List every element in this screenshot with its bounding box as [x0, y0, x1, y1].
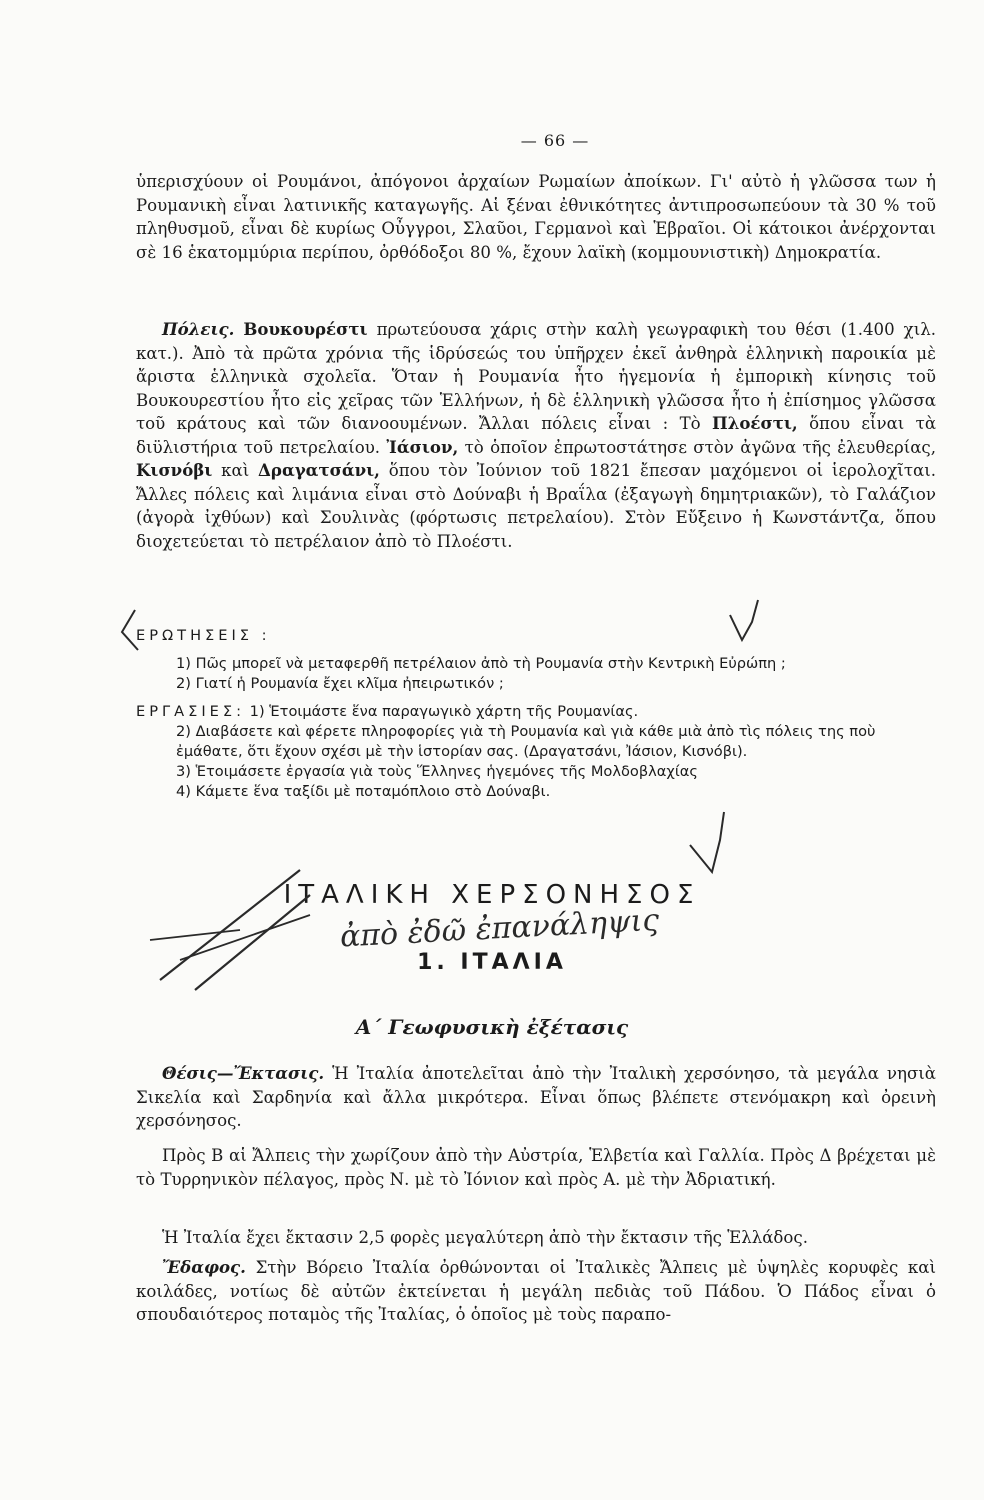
task-4: 4) Κάμετε ἕνα ταξίδι μὲ ποταμόπλοιο στὸ Δούναβι. — [176, 783, 551, 800]
terrain-text: Στὴν Βόρειο Ἰταλία ὀρθώνονται οἱ Ἰταλικὲς Ἄλπεις μὲ ὑψηλὲς κορυφὲς καὶ κοιλάδες, νοτίως δὲ αὐτῶν ἐκτείνεται ἡ μεγάλη πεδιὰς τοῦ Πάδου. Ὁ Πάδος εἶναι ὁ σπουδαιότερος ποταμὸς τῆς Ἰταλίας, ὁ ὁποῖος μὲ τοὺς παραπο- — [136, 1258, 936, 1324]
position-paragraph — [136, 1062, 936, 1133]
cities-text-4: ὅπου τὸν Ἰούνιον τοῦ 1821 ἔπεσαν μαχόμενοι οἱ ἱερολοχῖται. Ἄλλες πόλεις καὶ λιμάνια εἶναι στὸ Δούναβι ἡ Βραΐλα (ἐξαγωγὴ δημητριακῶν), τὸ Γαλάζιον (ἀγορὰ ἰχθύων) καὶ Σουλινὰς (φόρτωσις πετρελαίου). Στὸν Εὔξεινο ἡ Κωνστάντζα, ὅπου διοχετεύεται τὸ πετρέλαιον ἀπὸ τὸ Πλοέστι. — [136, 461, 936, 551]
page-number: — 66 — — [520, 131, 590, 150]
city-kishinev: Κισνόβι — [136, 460, 213, 480]
city-bucharest: Βουκουρέστι — [243, 319, 368, 339]
handwritten-strike-3 — [150, 930, 240, 940]
task-1: 1) Ἑτοιμάστε ἕνα παραγωγικὸ χάρτη τῆς Ρουμανίας. — [249, 703, 639, 720]
questions-label: ΕΡΩΤΗΣΕΙΣ : — [136, 627, 271, 644]
question-1: 1) Πῶς μπορεῖ νὰ μεταφερθῆ πετρέλαιον ἀπὸ τὴ Ρουμανία στὴν Κεντρικὴ Εὐρώπη ; — [176, 655, 786, 672]
section-title: Α΄ Γεωφυσικὴ ἐξέτασις — [355, 1015, 629, 1039]
cities-lead: Πόλεις. — [162, 319, 235, 339]
cities-text-3: τὸ ὁποῖον ἐπρωτοστάτησε στὸν ἀγῶνα τῆς ἐλευθερίας, — [464, 437, 936, 457]
position-lead: Θέσις—Ἔκτασις. — [162, 1063, 325, 1083]
cities-paragraph — [136, 318, 936, 553]
chapter-title: ΙΤΑΛΙΚΗ ΧΕΡΣΟΝΗΣΟΣ — [283, 880, 701, 910]
tasks-label: ΕΡΓΑΣΙΕΣ: — [136, 703, 246, 720]
terrain-paragraph — [136, 1256, 936, 1327]
task-2: 2) Διαβάσετε καὶ φέρετε πληροφορίες γιὰ τὴ Ρουμανία καὶ γιὰ κάθε μιὰ ἀπὸ τὶς πόλεις της ποὺ ἐμάθατε, ὅτι ἔχουν σχέσι μὲ τὴν ἱστορίαν σας. (Δραγατσάνι, Ἰάσιον, Κισνόβι). — [176, 723, 876, 760]
city-dragasani: Δραγατσάνι, — [258, 460, 380, 480]
area-paragraph: Ἡ Ἰταλία ἔχει ἔκτασιν 2,5 φορὲς μεγαλύτερη ἀπὸ τὴν ἔκτασιν τῆς Ἑλλάδος. — [162, 1228, 808, 1247]
tasks-block — [136, 702, 936, 802]
questions-block — [136, 626, 936, 694]
question-2: 2) Γιατί ἡ Ρουμανία ἔχει κλῖμα ἠπειρωτικόν ; — [176, 675, 504, 692]
position-text: Ἡ Ἰταλία ἀποτελεῖται ἀπὸ τὴν Ἰταλικὴ χερσόνησο, τὰ μεγάλα νησιὰ Σικελία καὶ Σαρδηνία καὶ ἄλλα μικρότερα. Εἶναι ὅπως βλέπετε στενόμακρη καὶ ὀρεινὴ χερσόνησος. — [136, 1064, 936, 1130]
cities-text-1: πρωτεύουσα χάρις στὴν καλὴ γεωγραφικὴ του θέσι (1.400 χιλ. κατ.). Ἀπὸ τὰ πρῶτα χρόνια τῆς ἱδρύσεώς του ὑπῆρχεν ἐκεῖ ἀνθηρὰ ἑλληνικὴ παροικία μὲ ἄριστα ἑλληνικὰ σχολεῖα. Ὅταν ἡ Ρουμανία ἦτο ἡγεμονία ἡ ἐμπορικὴ κίνησις τοῦ Βουκουρεστίου ἦτο εἰς χεῖρας τῶν Ἑλλήνων, ἡ δὲ ἑλληνικὴ γλῶσσα ἦτο ἡ ἐπίσημος γλῶσσα τοῦ κράτους καὶ τῶν διανοουμένων. Ἄλλαι πόλεις εἶναι : Τὸ — [136, 320, 936, 433]
top-paragraph: ὑπερισχύουν οἱ Ρουμάνοι, ἀπόγονοι ἀρχαίων Ρωμαίων ἀποίκων. Γι' αὐτὸ ἡ γλῶσσα των ἡ Ρουμανικὴ εἶναι λατινικῆς καταγωγῆς. Αἱ ξέναι ἐθνικότητες ἀντιπροσωπεύουν τὰ 30 % τοῦ πληθυσμοῦ, εἶναι δὲ κυρίως Οὖγγροι, Σλαῦοι, Γερμανοὶ καὶ Ἑβραῖοι. Οἱ κάτοικοι ἀνέρχονται σὲ 16 ἑκατομμύρια περίπου, ὀρθόδοξοι 80 %, ἔχουν λαϊκὴ (κομμουνιστικὴ) Δημοκρατία. — [136, 172, 936, 262]
borders-paragraph: Πρὸς Β αἱ Ἄλπεις τὴν χωρίζουν ἀπὸ τὴν Αὐστρία, Ἑλβετία καὶ Γαλλία. Πρὸς Δ βρέχεται μὲ τὸ Τυρρηνικὸν πέλαγος, πρὸς Ν. μὲ τὸ Ἰόνιον καὶ πρὸς Α. μὲ τὴν Ἀδριατική. — [136, 1146, 936, 1189]
handwritten-check-mark-2 — [690, 812, 724, 872]
subchapter-title: 1. ΙΤΑΛΙΑ — [417, 950, 567, 975]
terrain-lead: Ἔδαφος. — [162, 1257, 246, 1277]
cities-and: καὶ — [221, 461, 250, 480]
cities-text-2: ὅπου εἶναι τὰ διϋλιστήρια τοῦ πετρελαίου. — [136, 414, 937, 457]
handwritten-note: ἀπὸ ἐδῶ ἐπανάληψις — [339, 902, 660, 955]
city-iasi: Ἰάσιον, — [386, 436, 459, 457]
city-ploesti: Πλοέστι, — [712, 413, 798, 433]
task-3: 3) Ἑτοιμάσετε ἐργασία γιὰ τοὺς Ἕλληνες ἡγεμόνες τῆς Μολδοβλαχίας — [176, 763, 698, 780]
